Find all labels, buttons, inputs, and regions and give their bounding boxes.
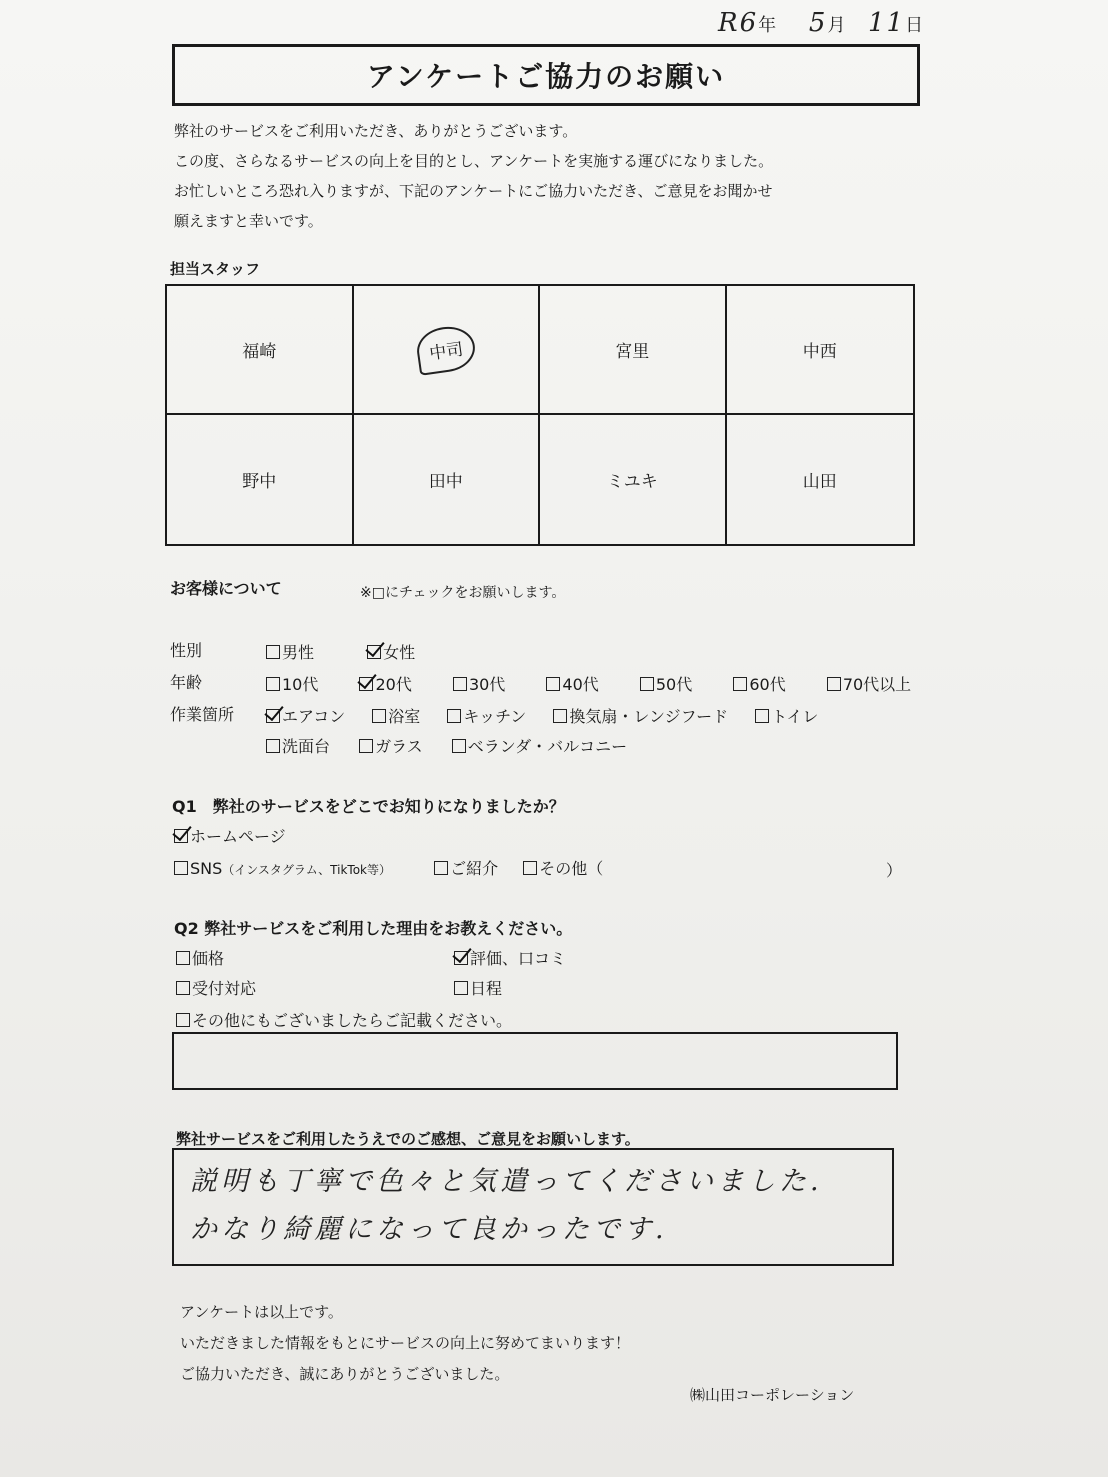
gender-male-checkbox[interactable]: 男性 <box>266 640 314 663</box>
area-toilet-checkbox[interactable]: トイレ <box>755 704 818 727</box>
staff-label: 担当スタッフ <box>170 260 261 278</box>
staff-cell[interactable]: 野中 <box>167 415 354 544</box>
area-options-row1 <box>266 704 818 727</box>
age-label: 年齢 <box>170 673 203 692</box>
checked-box-icon <box>359 677 373 691</box>
age-options <box>266 672 911 695</box>
checkbox-icon <box>523 861 537 875</box>
q2-review-checkbox[interactable]: 評価、口コミ <box>454 946 566 969</box>
q2-other-checkbox[interactable]: その他にもございましたらご記載ください。 <box>176 1008 512 1031</box>
checkbox-icon <box>266 645 280 659</box>
age-20s-checkbox[interactable]: 20代 <box>359 672 411 695</box>
customer-label: お客様について <box>170 579 282 598</box>
checkbox-icon <box>452 739 466 753</box>
checkbox-icon <box>454 981 468 995</box>
q1-other-close-paren: ） <box>886 861 903 880</box>
checkbox-icon <box>176 981 190 995</box>
checked-box-icon <box>174 829 188 843</box>
staff-cell[interactable]: 福崎 <box>167 286 354 415</box>
area-bathroom-checkbox[interactable]: 浴室 <box>372 704 420 727</box>
checkbox-icon <box>266 677 280 691</box>
q2-question: Q2 弊社サービスをご利用した理由をお教えください。 <box>174 919 573 938</box>
q2-price-checkbox[interactable]: 価格 <box>176 946 224 969</box>
gender-label: 性別 <box>170 641 203 660</box>
age-60s-checkbox[interactable]: 60代 <box>733 672 785 695</box>
age-10s-checkbox[interactable]: 10代 <box>266 672 318 695</box>
checkbox-icon <box>359 739 373 753</box>
closing-text: アンケートは以上です。 いただきました情報をもとにサービスの向上に努めてまいります！ ご協力いただき、誠にありがとうございました。 <box>180 1303 631 1383</box>
staff-cell[interactable]: 田中 <box>354 415 541 544</box>
q1-other-checkbox[interactable]: その他（ <box>523 856 603 879</box>
q2-other-input[interactable] <box>172 1032 898 1090</box>
area-label: 作業箇所 <box>170 705 235 724</box>
checkbox-icon <box>733 677 747 691</box>
q2-reception-checkbox[interactable]: 受付対応 <box>176 976 256 999</box>
circled-staff-name: 中司 <box>414 323 478 376</box>
checkbox-icon <box>266 739 280 753</box>
staff-cell[interactable]: 宮里 <box>540 286 727 415</box>
check-note: ※□にチェックをお願いします。 <box>360 585 566 601</box>
q1-referral-checkbox[interactable]: ご紹介 <box>434 856 498 879</box>
company-name: ㈱山田コーポレーション <box>690 1386 855 1404</box>
checkbox-icon <box>176 951 190 965</box>
checkbox-icon <box>447 709 461 723</box>
checkbox-icon <box>827 677 841 691</box>
checkbox-icon <box>453 677 467 691</box>
checkbox-icon <box>546 677 560 691</box>
age-70s-checkbox[interactable]: 70代以上 <box>827 672 911 695</box>
q2-schedule-checkbox[interactable]: 日程 <box>454 976 502 999</box>
q1-homepage-checkbox[interactable]: ホームページ <box>174 824 286 847</box>
age-30s-checkbox[interactable]: 30代 <box>453 672 505 695</box>
staff-cell[interactable]: 中西 <box>727 286 914 415</box>
area-balcony-checkbox[interactable]: ベランダ・バルコニー <box>452 734 627 757</box>
area-options-row2 <box>266 734 627 757</box>
checked-box-icon <box>454 951 468 965</box>
checkbox-icon <box>372 709 386 723</box>
checkbox-icon <box>640 677 654 691</box>
q1-sns-checkbox[interactable]: SNS（インスタグラム、TikTok等） <box>174 859 391 878</box>
area-washbasin-checkbox[interactable]: 洗面台 <box>266 734 330 757</box>
area-aircon-checkbox[interactable]: エアコン <box>266 704 345 727</box>
gender-options <box>266 640 443 663</box>
age-50s-checkbox[interactable]: 50代 <box>640 672 692 695</box>
comments-label: 弊社サービスをご利用したうえでのご感想、ご意見をお願いします。 <box>176 1130 640 1148</box>
checkbox-icon <box>755 709 769 723</box>
comments-textarea[interactable] <box>172 1148 894 1266</box>
staff-cell-selected[interactable] <box>354 286 541 415</box>
area-glass-checkbox[interactable]: ガラス <box>359 734 423 757</box>
checkbox-icon <box>553 709 567 723</box>
handwritten-date: R6年 5月 11日 <box>718 8 926 38</box>
handwritten-comment-line2: かなり綺麗になって良かったです. <box>190 1214 668 1245</box>
handwritten-comment-line1: 説明も丁寧で色々と気遣ってくださいました. <box>190 1166 823 1197</box>
checked-box-icon <box>367 645 381 659</box>
checkbox-icon <box>176 1013 190 1027</box>
staff-cell[interactable]: 山田 <box>802 472 837 492</box>
area-kitchen-checkbox[interactable]: キッチン <box>447 704 526 727</box>
q1-options <box>174 856 603 879</box>
staff-cell[interactable]: ミユキ <box>540 415 727 544</box>
area-rangehood-checkbox[interactable]: 換気扇・レンジフード <box>553 704 728 727</box>
gender-female-checkbox[interactable]: 女性 <box>367 640 415 663</box>
age-40s-checkbox[interactable]: 40代 <box>546 672 598 695</box>
checkbox-icon <box>434 861 448 875</box>
q1-question: Q1 弊社のサービスをどこでお知りになりましたか？ <box>172 797 565 816</box>
staff-grid <box>165 284 915 546</box>
checkbox-icon <box>174 861 188 875</box>
checked-box-icon <box>266 709 280 723</box>
intro-text: 弊社のサービスをご利用いただき、ありがとうございます。 この度、さらなるサービスの向上を目的とし、アンケートを実施する運びになりました。 お忙しいところ恐れ入りますが、下記のアンケートにご協力いただき、ご意見をお聞かせ 願えますと幸いです。 <box>174 122 774 230</box>
survey-title: アンケートご協力のお願い <box>172 44 920 106</box>
